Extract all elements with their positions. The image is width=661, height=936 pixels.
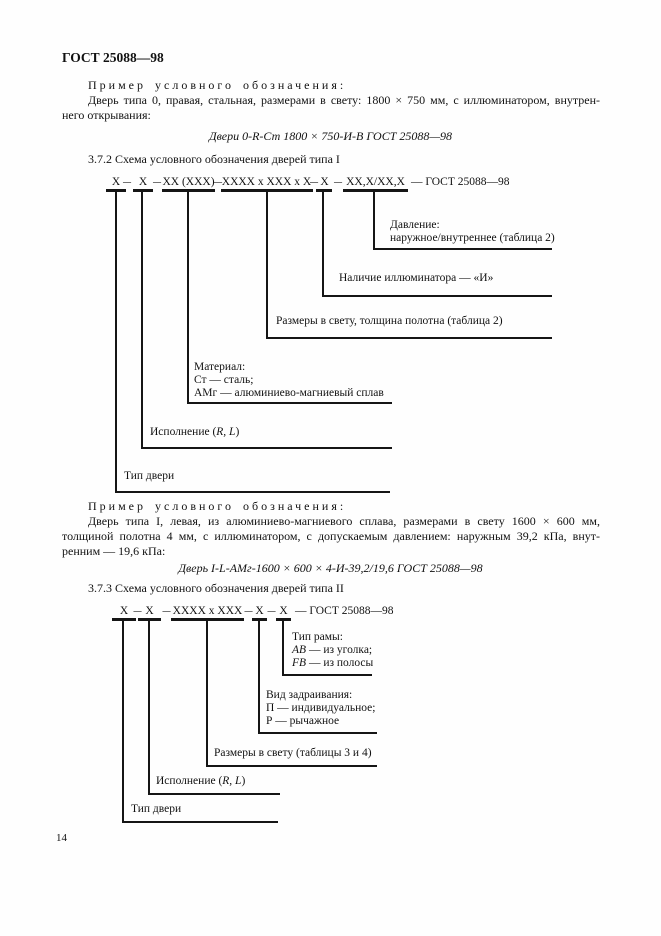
example2-line3: ренним — 19,6 кПа: xyxy=(62,544,166,558)
label-material-line1: Материал: xyxy=(194,361,246,373)
label-version-letters: R, L xyxy=(216,426,236,438)
label-frame-line1: Тип рамы: xyxy=(292,631,343,643)
connector-line xyxy=(373,248,552,250)
example1-heading: Пример условного обозначения: xyxy=(88,78,347,92)
label-material-line2: Ст — сталь; xyxy=(194,374,254,386)
label-version-1 xyxy=(150,426,239,439)
label-locking-line3: Р — рычажное xyxy=(266,715,340,727)
connector-line xyxy=(282,621,284,676)
connector-line xyxy=(373,192,375,250)
label-frame-type xyxy=(292,631,373,670)
formula2-part: Х xyxy=(255,605,264,617)
formula2-suffix: — ГОСТ 25088—98 xyxy=(295,605,394,617)
label-locking-line2: П — индивидуальное; xyxy=(266,702,376,714)
connector-line xyxy=(148,621,150,795)
connector-line xyxy=(115,192,117,493)
connector-line xyxy=(187,402,392,404)
connector-line xyxy=(266,337,552,339)
page-number: 14 xyxy=(56,832,67,844)
section1-heading: 3.7.2 Схема условного обозначения дверей типа I xyxy=(88,152,340,166)
connector-line xyxy=(206,765,377,767)
underline-segment xyxy=(133,189,153,192)
example2-designation: Дверь I-L-АМг-1600 × 600 × 4-И-39,2/19,6 ГОСТ 25088—98 xyxy=(178,561,483,575)
underline-segment xyxy=(112,618,136,621)
formula1-dash: — xyxy=(309,176,319,188)
formula2-part: ХХХХ х ХХХ xyxy=(172,605,243,617)
formula1-part: Х xyxy=(111,176,121,188)
formula1-dash: — xyxy=(122,176,132,188)
formula1-part: Х xyxy=(138,176,148,188)
label-frame-ab: AB xyxy=(292,644,307,656)
formula1-part: ХХ (ХХХ) xyxy=(162,176,215,188)
label-locking xyxy=(266,689,375,728)
example2-heading: Пример условного обозначения: xyxy=(88,499,347,513)
label-door-type-1: Тип двери xyxy=(124,470,175,482)
example1-line2: него открывания: xyxy=(62,108,151,122)
label-door-type-2: Тип двери xyxy=(131,803,182,815)
connector-line xyxy=(141,447,392,449)
document-header: ГОСТ 25088—98 xyxy=(62,50,164,65)
label-dimensions-2: Размеры в свету (таблицы 3 и 4) xyxy=(214,747,372,759)
label-pressure xyxy=(390,219,555,245)
connector-line xyxy=(122,821,278,823)
formula2-part: Х xyxy=(119,605,129,617)
label-version-prefix: Исполнение ( xyxy=(150,426,217,438)
connector-line xyxy=(322,192,324,297)
connector-line xyxy=(258,621,260,734)
connector-line xyxy=(282,674,372,676)
formula2-part: Х xyxy=(279,605,288,617)
label-frame-fb-rest: — из полосы xyxy=(306,657,374,669)
formula1-part: ХХ,Х/ХХ,Х xyxy=(346,176,405,188)
example1-line1: Дверь типа 0, правая, стальная, размерами в свету: 1800 × 750 мм, с иллюминатором, внутрен- xyxy=(88,93,600,107)
formula1-dash: — xyxy=(152,176,162,188)
label-pressure-line1: Давление: xyxy=(390,219,440,231)
formula1-dash: — xyxy=(333,176,343,188)
connector-line xyxy=(187,192,189,404)
example1-designation: Двери 0-R-Ст 1800 × 750-И-В ГОСТ 25088—98 xyxy=(208,129,453,143)
connector-line xyxy=(122,621,124,823)
formula2-dash: — xyxy=(162,605,171,617)
formula1-dash: — xyxy=(213,176,223,188)
example2-line2: толщиной полотна 4 мм, с иллюминатором, с допускаемым давлением: наружным 39,2 кПа, внут- xyxy=(62,529,600,543)
formula2-dash: — xyxy=(267,605,276,617)
label-version-letters: R, L xyxy=(222,775,242,787)
example2-line1: Дверь типа I, левая, из алюминиево-магниевого сплава, размерами в свету 1600 × 600 мм, xyxy=(88,514,600,528)
label-frame-ab-rest: — из уголка; xyxy=(306,644,373,656)
label-version-suffix: ) xyxy=(241,775,246,787)
underline-segment xyxy=(343,189,408,192)
formula1-part: Х xyxy=(320,176,329,188)
connector-line xyxy=(206,621,208,767)
formula2-dash: — xyxy=(244,605,253,617)
label-frame-line2 xyxy=(292,644,373,657)
underline-segment xyxy=(316,189,332,192)
label-frame-fb: FB xyxy=(292,657,307,669)
label-pressure-line2: наружное/внутреннее (таблица 2) xyxy=(390,232,555,244)
connector-line xyxy=(258,732,377,734)
label-version-2 xyxy=(156,775,245,788)
label-material-line3: АМг — алюминиево-магниевый сплав xyxy=(194,387,384,399)
connector-line xyxy=(148,793,280,795)
label-version-prefix: Исполнение ( xyxy=(156,775,223,787)
connector-line xyxy=(141,192,143,449)
section2-heading: 3.7.3 Схема условного обозначения дверей типа II xyxy=(88,581,344,595)
label-illuminator: Наличие иллюминатора — «И» xyxy=(339,272,494,284)
label-version-suffix: ) xyxy=(235,426,240,438)
connector-line xyxy=(266,192,268,339)
connector-line xyxy=(322,295,552,297)
label-locking-line1: Вид задраивания: xyxy=(266,689,353,701)
label-material xyxy=(194,361,384,400)
label-dimensions-1: Размеры в свету, толщина полотна (таблица 2) xyxy=(276,315,503,327)
formula2-part: Х xyxy=(145,605,154,617)
formula1-part: ХХХХ х ХХХ х Х xyxy=(221,176,312,188)
connector-line xyxy=(115,491,390,493)
formula1-suffix: — ГОСТ 25088—98 xyxy=(411,176,510,188)
formula2-dash: — xyxy=(133,605,142,617)
label-frame-line3 xyxy=(292,657,373,670)
